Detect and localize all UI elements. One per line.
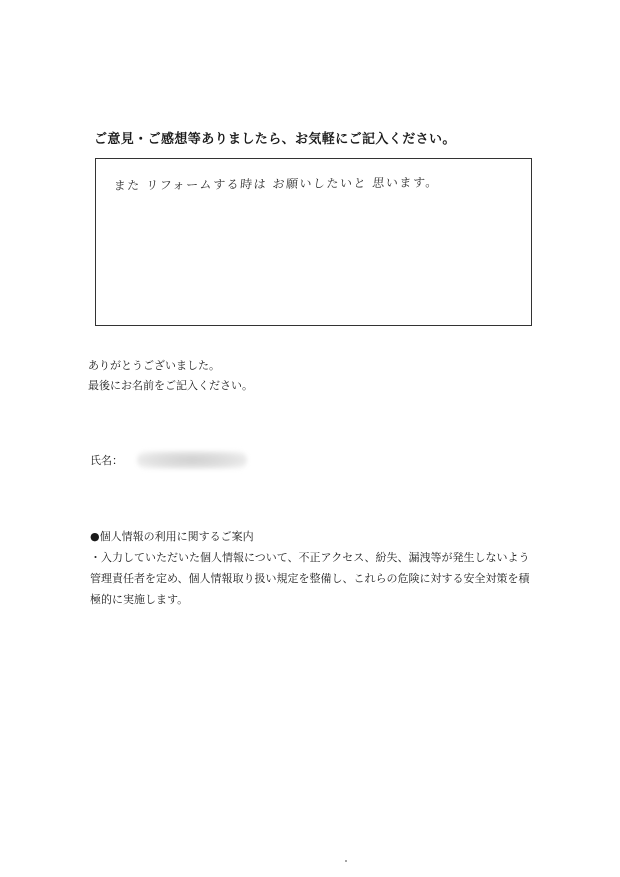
thanks-message [88,356,253,396]
privacy-line-2: 管理責任者を定め、個人情報取り扱い規定を整備し、これらの危険に対する安全対策を積 [90,572,530,585]
privacy-line-1: ・入力していただいた個人情報について、不正アクセス、紛失、漏洩等が発生しないよう [90,551,530,564]
thanks-line-2: 最後にお名前をご記入ください。 [88,379,253,392]
comment-heading: ご意見・ご感想等ありましたら、お気軽にご記入ください。 [94,132,456,147]
page-mark [345,860,347,862]
privacy-title: ●個人情報の利用に関するご案内 [90,530,254,543]
comment-box [95,158,532,326]
handwritten-comment: また リフォームする時は お願いしたいと 思います。 [113,175,440,193]
name-label: 氏名： [90,454,123,467]
privacy-line-3: 極的に実施します。 [90,593,189,606]
name-row [90,451,247,469]
blurred-name [137,451,247,469]
thanks-line-1: ありがとうございました。 [88,359,220,372]
privacy-notice [90,526,530,610]
